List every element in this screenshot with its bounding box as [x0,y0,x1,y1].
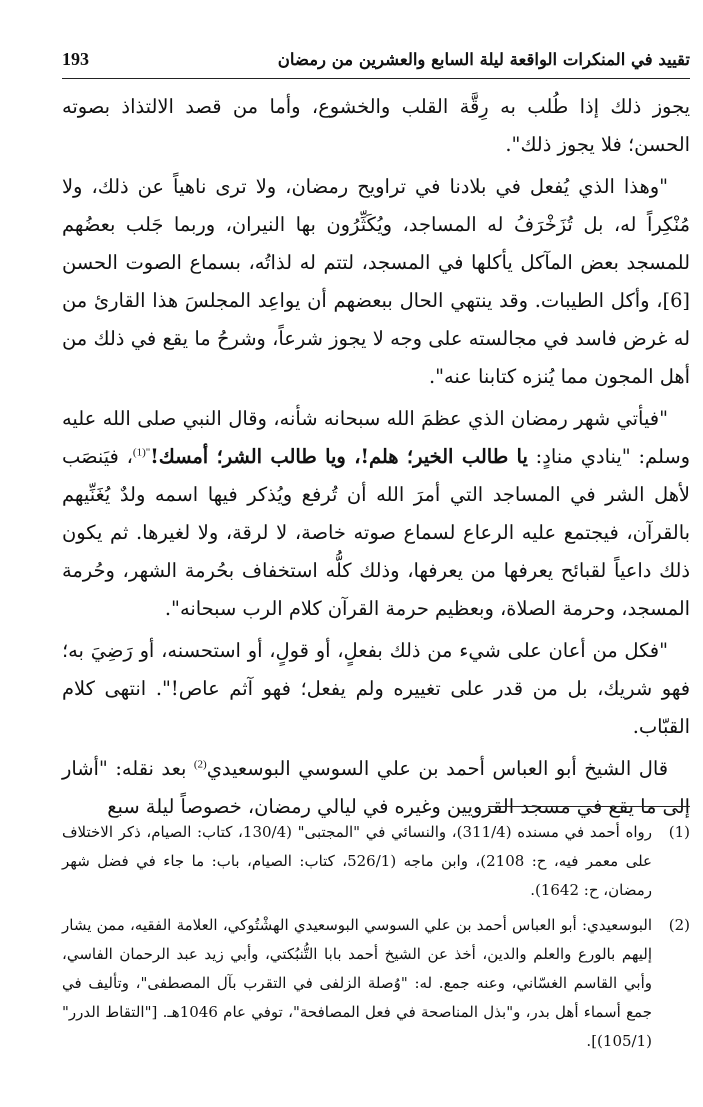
paragraph-5-part-a: قال الشيخ أبو العباس أحمد بن علي السوسي البوسعيدي [206,757,668,780]
footnote-marker: (2) [668,916,690,934]
paragraph-3 [62,400,690,628]
paragraph-1: يجوز ذلك إذا طُلب به رِقَّة القلب والخشوع، وأما من قصد الالتذاذ بصوته الحسن؛ فلا يجوز ذلك". [62,95,690,156]
paragraph-4: "فكل من أعان على شيء من ذلك بفعلٍ، أو قولٍ، أو استحسنه، أو رَضِيَ به؛ فهو شريك، بل من قدر على تغييره ولم يفعل؛ فهو آثم عاص!". انتهى كلام القبّاب. [62,639,690,738]
footnote-divider [488,806,690,807]
paragraph-3-part-a: "فيأتي شهر رمضان الذي عظمَ الله سبحانه شأنه، وقال النبي صلى الله عليه وسلم: "ينادي منادٍ: [62,407,690,468]
footnote-text: رواه أحمد في مسنده (311/4)، والنسائي في "المجتبى" (130/4، كتاب: الصيام، ذكر الاختلاف على معمر فيه، ح: 2108)، وابن ماجه (526/1، كتاب: الصيام، باب: ما جاء في فضل شهر رمضان، ح: 1642). [62,823,652,899]
footnote-1 [62,818,690,905]
hadith-quote: يا طالب الخير؛ هلم!، ويا طالب الشر؛ أمسك! [150,445,528,468]
header-divider [62,78,690,79]
footnote-ref-2: (2) [193,758,207,771]
footnote-2 [62,911,690,1056]
paragraph-5 [62,750,690,826]
paragraph-3-part-b: ، فيَنصَب لأهل الشر في المساجد التي أمرَ الله أن تُرفع ويُذكر فيها اسمه ولدٌ يُغَنِّيهم بالقرآن، فيجتمع عليه الرعاع لسماع صوته خاصة، لا لرقة، ولا لغيرها. ثم يكون ذلك داعياً لقبائح يعرفها من يعرفها، وذلك كلُّه استخفاف بحُرمة الشهر، وحُرمة المسجد، وحرمة الصلاة، وبعظيم حرمة القرآن كلام الرب سبحانه". [62,445,690,620]
running-title: تقييد في المنكرات الواقعة ليلة السابع والعشرين من رمضان [277,50,690,69]
footnote-ref-1: "(1) [132,446,151,459]
footnote-text: البوسعيدي: أبو العباس أحمد بن علي السوسي البوسعيدي الهشْتُوكي، العلامة الفقيه، ممن يشار إليهم بالورع والعلم والدين، أخذ عن الشيخ أحمد بابا التُّنبُكتي، وأبي زيد عبد الرحمان الفاسي، وأبي القاسم الغسّاني، وعنه جمع. له: "وُصلة الزلفى في التقرب بآل المصطفى"، وتأليف في جمع أسماء أهل بدر، و"بذل المناصحة في فعل المصافحة"، توفي عام 1046هـ. ["التقاط الدرر" (105/1)]. [62,916,652,1050]
paragraph-2: "وهذا الذي يُفعل في بلادنا في تراويح رمضان، ولا ترى ناهياً عن ذلك، ولا مُنْكِراً له، بل تُزَخْرَفُ له المساجد، ويُكَثِّرُون بها النيران، وربما جَلب بعضُهم للمسجد بعض المآكل يأكلها في المسجد، لتتم له لذاتُه، بسماع الصوت الحسن [6]، وأكل الطيبات. وقد ينتهي الحال ببعضهم أن يواعِد المجلسَ هذا القارئ من له غرض فاسد في مجالسته على وجه لا يجوز شرعاً، وشرحُ ما يقع في ذلك من أهل المجون مما يُنزه كتابنا عنه". [62,175,690,388]
footnote-marker: (1) [668,823,690,841]
page-number: 193 [62,49,89,69]
footnotes [62,818,690,1062]
page-header [62,44,690,78]
paragraph-5-part-b: بعد نقله: "أشار إلى ما يقع في مسجد القرويين وغيره في ليالي رمضان، خصوصاً ليلة سبع [62,757,690,818]
main-text [62,88,690,830]
